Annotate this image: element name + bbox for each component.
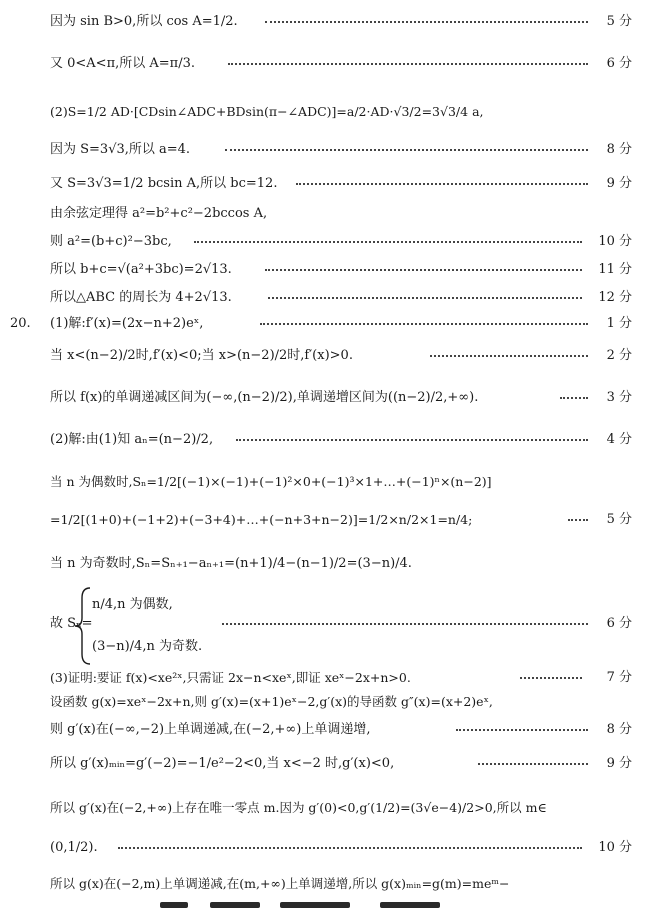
line-text: 所以 g(x)在(−2,m)上单调递减,在(m,+∞)上单调递增,所以 g(x)ₘᵢₙ=g(m)=meᵐ−: [50, 876, 510, 891]
solution-line: [0, 258, 668, 282]
dot-leader: [456, 729, 588, 731]
line-text: 因为 sin B>0,所以 cos A=1/2.: [50, 14, 238, 29]
score-label: 1 分: [606, 316, 632, 331]
dot-leader: [260, 323, 588, 325]
score-label: 5 分: [606, 512, 632, 527]
dot-leader: [194, 241, 582, 243]
score-label: 9 分: [606, 176, 632, 191]
solution-line: [0, 138, 668, 162]
solution-line: [0, 508, 668, 532]
solution-line: [0, 690, 668, 714]
dot-leader: [228, 63, 588, 65]
line-text: (2)S=1/2 AD·[CDsin∠ADC+BDsin(π−∠ADC)]=a/2·AD·√3/2=3√3/4 a,: [50, 104, 484, 119]
dot-leader: [222, 623, 588, 625]
line-text: 则 g′(x)在(−∞,−2)上单调递减,在(−2,+∞)上单调递增,: [50, 722, 371, 737]
solution-line: [0, 202, 668, 226]
line-text: 所以 f(x)的单调递减区间为(−∞,(n−2)/2),单调递增区间为((n−2)/2,+∞).: [50, 390, 479, 405]
dot-leader: [560, 397, 588, 399]
line-text: 由余弦定理得 a²=b²+c²−2bccos A,: [50, 206, 268, 221]
solution-line: [0, 386, 668, 410]
dot-leader: [265, 21, 588, 23]
cropped-next-line: [140, 900, 470, 908]
line-text: 所以 g′(x)在(−2,+∞)上存在唯一零点 m.因为 g′(0)<0,g′(1/2)=(3√e−4)/2>0,所以 m∈: [50, 800, 547, 815]
line-text: 故 Sₙ=: [50, 616, 93, 631]
dot-leader: [430, 355, 588, 357]
line-text: 当 x<(n−2)/2时,f′(x)<0;当 x>(n−2)/2时,f′(x)>0.: [50, 348, 353, 363]
solution-line: [0, 470, 668, 494]
dot-leader: [520, 677, 582, 679]
score-label: 10 分: [598, 840, 632, 855]
dot-leader: [265, 269, 582, 271]
solution-line: [0, 230, 668, 254]
solution-line: [0, 312, 668, 336]
line-text: (2)解:由(1)知 aₙ=(n−2)/2,: [50, 432, 214, 447]
line-text: =1/2[(1+0)+(−1+2)+(−3+4)+…+(−n+3+n−2)]=1/2×n/2×1=n/4;: [50, 512, 473, 527]
solution-line: [0, 666, 668, 690]
line-text: 又 S=3√3=1/2 bcsin A,所以 bc=12.: [50, 176, 278, 191]
score-label: 9 分: [606, 756, 632, 771]
solution-line: [0, 428, 668, 452]
case-odd: (3−n)/4,n 为奇数.: [92, 639, 203, 654]
solution-line: [0, 52, 668, 76]
case-even: n/4,n 为偶数,: [92, 597, 173, 612]
score-label: 8 分: [606, 142, 632, 157]
score-label: 12 分: [598, 290, 632, 305]
question-number: 20.: [10, 316, 31, 331]
dot-leader: [236, 439, 588, 441]
score-label: 4 分: [606, 432, 632, 447]
solution-line: [0, 718, 668, 742]
line-text: 所以△ABC 的周长为 4+2√13.: [50, 290, 232, 305]
dot-leader: [568, 519, 588, 521]
score-label: 2 分: [606, 348, 632, 363]
score-label: 7 分: [606, 670, 632, 685]
dot-leader: [478, 763, 588, 765]
solution-line: [0, 172, 668, 196]
line-text: (1)解:f′(x)=(2x−n+2)eˣ,: [50, 316, 204, 331]
line-text: 设函数 g(x)=xeˣ−2x+n,则 g′(x)=(x+1)eˣ−2,g′(x)的导函数 g″(x)=(x+2)eˣ,: [50, 694, 493, 709]
score-label: 5 分: [606, 14, 632, 29]
score-label: 11 分: [598, 262, 632, 277]
line-text: 所以 b+c=√(a²+3bc)=2√13.: [50, 262, 232, 277]
solution-line: [0, 10, 668, 34]
dot-leader: [225, 149, 588, 151]
solution-line: [0, 344, 668, 368]
solution-line: [0, 836, 668, 860]
line-text: 当 n 为偶数时,Sₙ=1/2[(−1)×(−1)+(−1)²×0+(−1)³×1+…+(−1)ⁿ×(n−2)]: [50, 474, 492, 489]
line-text: 又 0<A<π,所以 A=π/3.: [50, 56, 195, 71]
solution-line: [0, 872, 668, 896]
line-text: (3)证明:要证 f(x)<xe²ˣ,只需证 2x−n<xeˣ,即证 xeˣ−2x+n>0.: [50, 670, 411, 685]
score-label: 10 分: [598, 234, 632, 249]
solution-line: [0, 796, 668, 820]
solution-line: [0, 286, 668, 310]
score-label: 8 分: [606, 722, 632, 737]
solution-line: [0, 552, 668, 576]
line-text: 当 n 为奇数时,Sₙ=Sₙ₊₁−aₙ₊₁=(n+1)/4−(n−1)/2=(3−n)/4.: [50, 556, 412, 571]
score-label: 3 分: [606, 390, 632, 405]
line-text: 则 a²=(b+c)²−3bc,: [50, 234, 172, 249]
dot-leader: [296, 183, 588, 185]
solution-line: [0, 752, 668, 776]
score-label: 6 分: [606, 616, 632, 631]
score-label: 6 分: [606, 56, 632, 71]
line-text: 因为 S=3√3,所以 a=4.: [50, 142, 191, 157]
line-text: (0,1/2).: [50, 840, 98, 855]
dot-leader: [268, 297, 582, 299]
solution-line: [0, 100, 668, 124]
line-text: 所以 g′(x)ₘᵢₙ=g′(−2)=−1/e²−2<0,当 x<−2 时,g′(x)<0,: [50, 756, 395, 771]
dot-leader: [118, 847, 582, 849]
